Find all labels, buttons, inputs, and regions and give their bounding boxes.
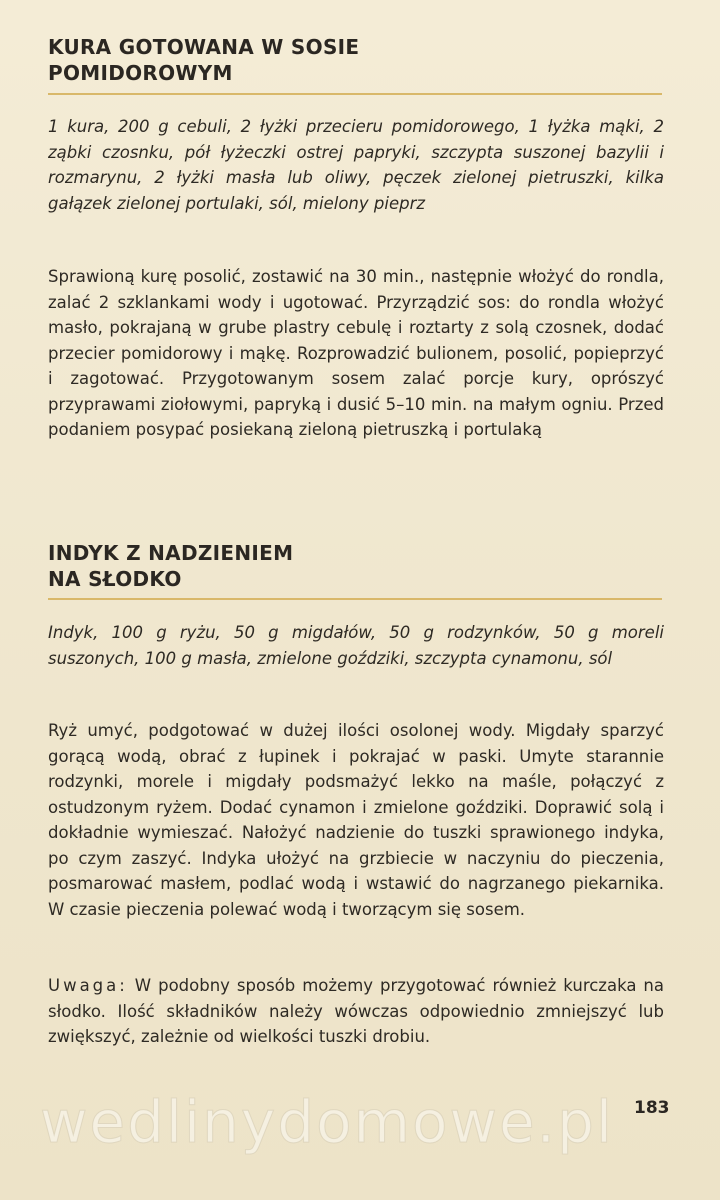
recipe2-ingredients: Indyk, 100 g ryżu, 50 g migdałów, 50 g rodzynków, 50 g moreli suszonych, 100 g masła, zmielone goździki, szczypta cynamonu, sól <box>48 623 664 668</box>
recipe2-note <box>48 973 664 1050</box>
recipe2-title-line1: INDYK Z NADZIENIEM <box>48 541 294 565</box>
recipe2-method: Ryż umyć, podgotować w dużej ilości osolonej wody. Migdały sparzyć gorącą wodą, obrać z łupinek i pokrajać w paski. Umyte starannie rodzynki, morele i migdały podsmażyć lekko na maśle, połączyć z ostudzonym ryżem. Dodać cynamon i zmielone goździki. Doprawić solą i dokładnie wymieszać. Nałożyć nadzienie do tuszki sprawionego indyka, po czym zaszyć. Indyka ułożyć na grzbiecie w naczyniu do pieczenia, posmarować masłem, podlać wodą i wstawić do nagrzanego piekarnika. W czasie pieczenia polewać wodą i tworzącym się sosem. <box>48 721 664 919</box>
watermark: wedlinydomowe.pl <box>40 1088 615 1156</box>
note-text: W podobny sposób możemy przygotować również kurczaka na słodko. Ilość składników należy wówczas odpowiednio zmniejszyć lub zwiększyć, zależnie od wielkości tuszki drobiu. <box>48 976 664 1046</box>
recipe1-title <box>48 34 359 86</box>
recipe2-divider <box>48 598 662 600</box>
page-number: 183 <box>634 1098 670 1118</box>
recipe2-title <box>48 540 293 592</box>
recipe1-ingredients: 1 kura, 200 g cebuli, 2 łyżki przecieru pomidorowego, 1 łyżka mąki, 2 ząbki czosnku, pół łyżeczki ostrej papryki, szczypta suszonej bazylii i rozmarynu, 2 łyżki masła lub oliwy, pęczek zielonej pietruszki, kilka gałązek zielonej portulaki, sól, mielony pieprz <box>48 117 664 213</box>
recipe1-method: Sprawioną kurę posolić, zostawić na 30 min., następnie włożyć do rondla, zalać 2 szklankami wody i ugotować. Przyrządzić sos: do rondla włożyć masło, pokrajaną w grube plastry cebulę i roztarty z solą czosnek, dodać przecier pomidorowy i mąkę. Rozprowadzić bulionem, posolić, popieprzyć i zagotować. Przygotowanym sosem zalać porcje kury, oprószyć przyprawami ziołowymi, papryką i dusić 5–10 min. na małym ogniu. Przed podaniem posypać posiekaną zieloną pietruszką i portulaką <box>48 267 664 439</box>
note-label: Uwaga: <box>48 976 128 995</box>
recipe1-divider <box>48 93 662 95</box>
recipe1-title-line1: KURA GOTOWANA W SOSIE <box>48 35 360 59</box>
recipe2-title-line2: NA SŁODKO <box>48 567 182 591</box>
recipe1-title-line2: POMIDOROWYM <box>48 61 233 85</box>
